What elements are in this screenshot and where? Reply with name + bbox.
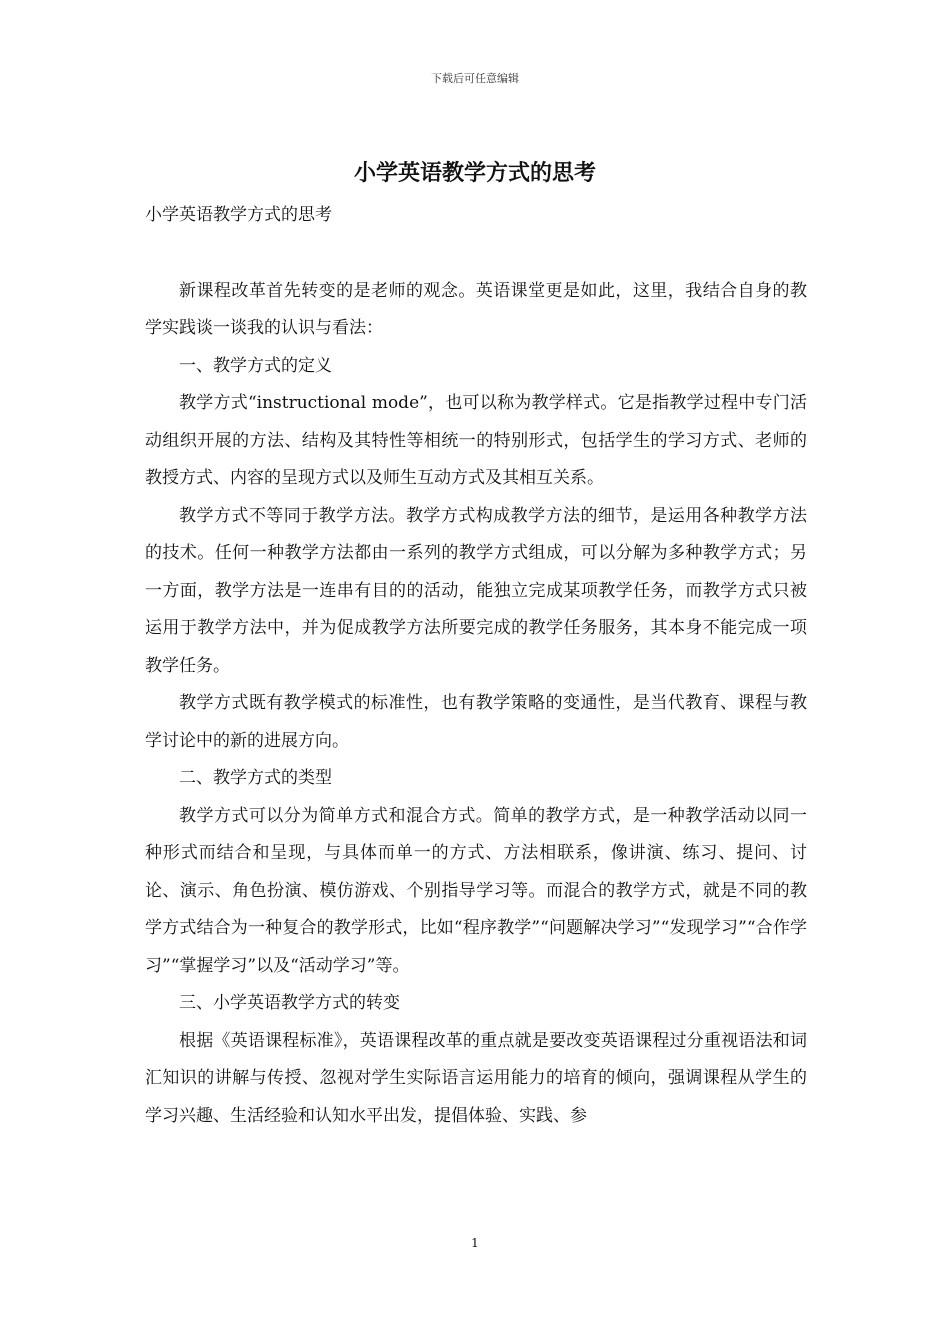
paragraph: 教学方式不等同于教学方法。教学方式构成教学方法的细节，是运用各种教学方法的技术。任何一种教学方法都由一系列的教学方式组成，可以分解为多种教学方式；另一方面，教学方法是一连串有目的的活动，能独立完成某项教学任务，而教学方式只被运用于教学方法中，并为促成教学方法所要完成的教学任务服务，其本身不能完成一项教学任务。 <box>145 505 807 676</box>
document-subtitle: 小学英语教学方式的思考 <box>145 205 332 225</box>
paragraph: 教学方式“instructional mode”，也可以称为教学样式。它是指教学过程中专门活动组织开展的方法、结构及其特性等相统一的特别形式，包括学生的学习方式、老师的教授方式、内容的呈现方式以及师生互动方式及其相互关系。 <box>145 393 807 488</box>
page-number: 1 <box>471 1236 479 1250</box>
paragraph-intro: 新课程改革首先转变的是老师的观念。英语课堂更是如此，这里，我结合自身的教学实践谈一谈我的认识与看法： <box>145 280 807 338</box>
document-body <box>145 197 807 1135</box>
section-heading-3: 三、小学英语教学方式的转变 <box>179 993 400 1013</box>
page-header: 下载后可任意编辑 <box>431 72 519 85</box>
section-heading-1: 一、教学方式的定义 <box>179 355 332 376</box>
paragraph: 教学方式既有教学模式的标准性，也有教学策略的变通性，是当代教育、课程与教学讨论中的新的进展方向。 <box>145 693 807 751</box>
section-heading-2: 二、教学方式的类型 <box>179 768 332 788</box>
document-title: 小学英语教学方式的思考 <box>353 160 596 186</box>
paragraph: 根据《英语课程标准》，英语课程改革的重点就是要改变英语课程过分重视语法和词汇知识的讲解与传授、忽视对学生实际语言运用能力的培育的倾向，强调课程从学生的学习兴趣、生活经验和认知水平出发，提倡体验、实践、参 <box>145 1030 807 1126</box>
paragraph: 教学方式可以分为简单方式和混合方式。简单的教学方式，是一种教学活动以同一种形式而结合和呈现，与具体而单一的方式、方法相联系，像讲演、练习、提问、讨论、演示、角色扮演、模仿游戏、个别指导学习等。而混合的教学方式，就是不同的教学方式结合为一种复合的教学形式，比如“程序教学”“问题解决学习”“发现学习”“合作学习”“掌握学习”以及“活动学习”等。 <box>145 805 807 976</box>
blank-line <box>145 235 807 273</box>
